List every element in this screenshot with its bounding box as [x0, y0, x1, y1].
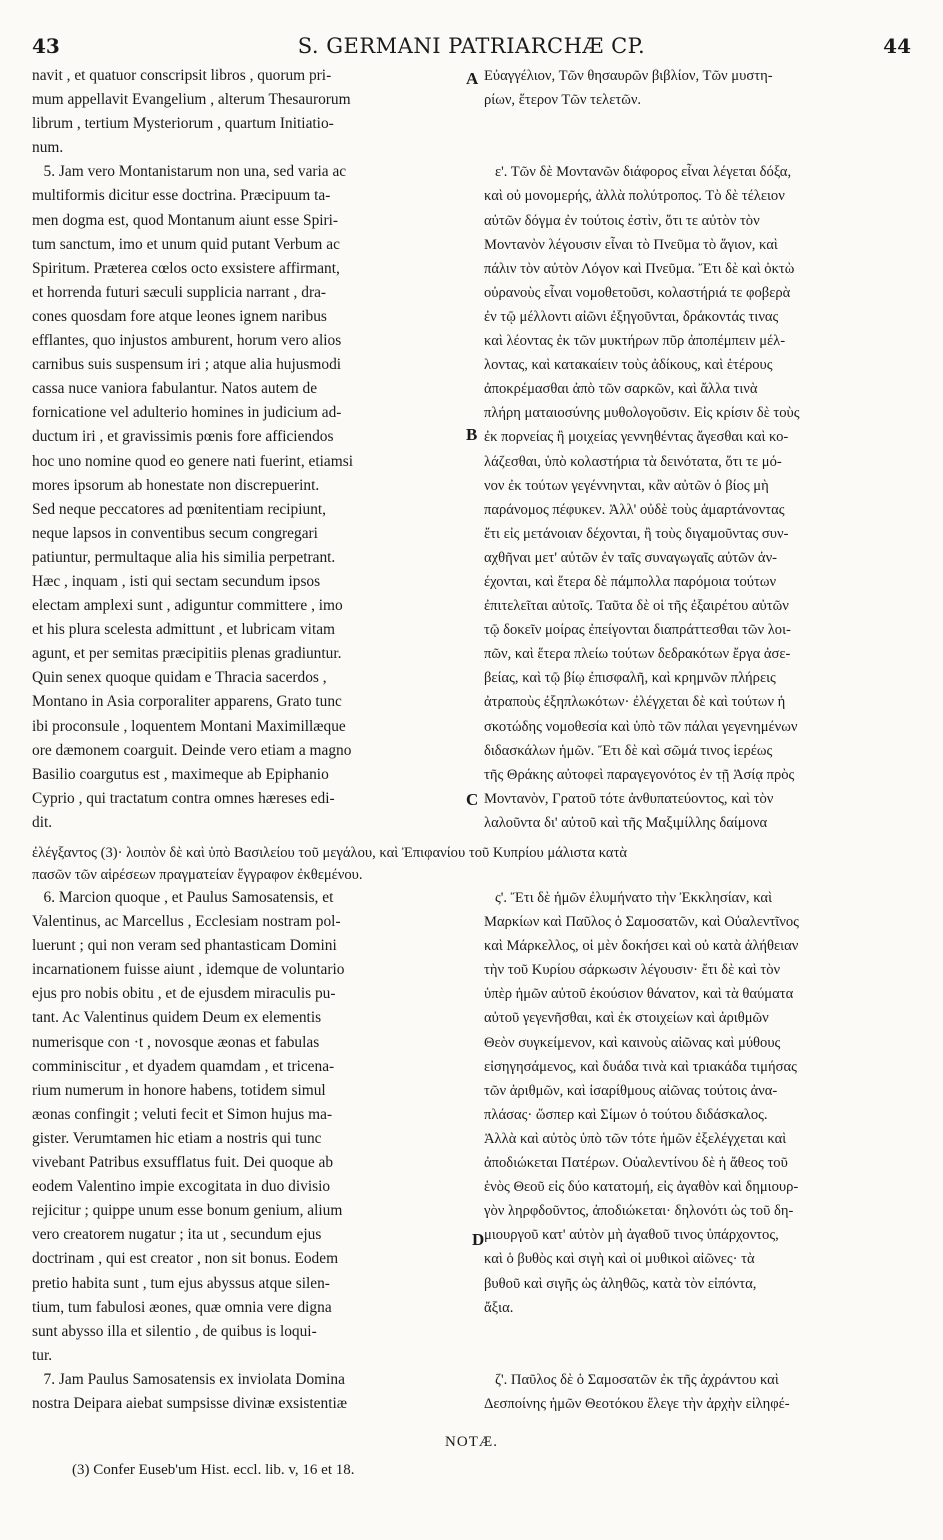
text-line: ἀποδιώκεται Πατέρων. Οὐαλεντίνου δὲ ἡ ἄθεος τοῦ: [484, 1155, 788, 1172]
text-line: τὴν τοῦ Κυρίου σάρκωσιν λέγουσιν· ἔτι δὲ καὶ τὸν: [484, 962, 781, 979]
page-number-right: 44: [883, 34, 911, 58]
text-line: γὸν ληρφδοῦντος, ἀποδιώκεται· δηλονότι ὡς τοῦ δη-: [484, 1203, 794, 1220]
greek-column-top: [484, 64, 912, 835]
text-line: καὶ ὁ βυθὸς καὶ σιγὴ καὶ οἱ μυθικοὶ αἰῶνες· τὰ: [484, 1251, 755, 1268]
text-line: electam amplexi sunt , adiguntur committere , imo: [32, 597, 343, 615]
text-line: 6. Marcion quoque , et Paulus Samosatensis, et: [32, 889, 334, 906]
text-line: ε'. Τῶν δὲ Μοντανῶν διάφορος εἶναι λέγεται δόξα,: [484, 164, 792, 181]
text-line: ibi proconsule , loquentem Montani Maximillæque: [32, 717, 346, 735]
text-line: ἄξια.: [484, 1299, 514, 1316]
text-line: Εὐαγγέλιον, Τῶν θησαυρῶν βιβλίον, Τῶν μυστη-: [484, 68, 773, 84]
greek-full-width: [32, 842, 912, 886]
text-line: numerisque con ·t , novosque æonas et fabulas: [32, 1033, 320, 1051]
text-line: rium numerum in honore habens, totidem simul: [32, 1081, 326, 1099]
section-marker-c: C: [466, 790, 479, 809]
text-line: Valentinus, ac Marcellus , Ecclesiam nostram pol-: [32, 913, 341, 931]
text-line: εἰσηγησάμενος, καὶ δυάδα τινὰ καὶ τριακάδα τιμήσας: [484, 1058, 797, 1075]
text-line: ἐπιτελεῖται αὐτοῖς. Ταῦτα δὲ οἱ τῆς ἐξαιρέτου αὐτῶν: [484, 598, 789, 615]
text-line: αχθῆναι μετ' αὐτῶν ἐν ταῖς συναγωγαῖς αὐτῶν ἀν-: [484, 549, 778, 566]
text-line: pretio habita sunt , tum ejus abyssus atque silen-: [32, 1274, 330, 1292]
page-number-left: 43: [32, 34, 60, 58]
text-line: οὐρανοὺς εἶναι νομοθετοῦσι, κολαστήριά τε φοβερὰ: [484, 284, 791, 301]
notes-heading: NOTÆ.: [445, 1434, 498, 1450]
text-line: comminiscitur , et dyadem quamdam , et tricena-: [32, 1057, 335, 1075]
text-line: Basilio coargutus est , maximeque ab Epiphanio: [32, 765, 329, 783]
text-line: gister. Verumtamen hic etiam a nostris qui tunc: [32, 1129, 322, 1147]
text-line: navit , et quatuor conscripsit libros , quorum pri-: [32, 67, 332, 84]
latin-column-top: [32, 64, 462, 835]
text-line: doctrinam , qui est creator , non sit bonus. Eodem: [32, 1250, 339, 1268]
text-line: ἔτι εἰς μετάνοιαν δέχονται, ἢ τοὺς διγαμοῦντας συν-: [484, 525, 789, 542]
text-line: καὶ Μάρκελλος, οἱ μὲν δοκήσει καὶ οὐ κατὰ ἀλήθειαν: [484, 938, 799, 955]
text-line: Θεὸν συγκείμενον, καὶ καινοὺς αἰῶνας καὶ μύθους: [484, 1034, 781, 1051]
text-line: vivebant Patribus exsufflatus fuit. Dei quoque ab: [32, 1154, 334, 1172]
text-line: βυθοῦ καὶ σιγῆς ὡς ἀληθῶς, κατὰ τὸν εἰπόντα,: [484, 1275, 757, 1292]
text-line: ore dæmonem coarguit. Deinde vero etiam a magno: [32, 741, 352, 759]
text-line: incarnationem fuisse aiunt , idemque de voluntario: [32, 961, 345, 979]
text-line: agunt, et per semitas præcipitiis plenas gradiuntur.: [32, 645, 342, 663]
text-line: αὐτῶν δόγμα ἐν τούτοις ἐστὶν, ὅτι τε αὐτὸν τὸν: [484, 212, 760, 229]
text-line: et horrenda futuri sæculi supplicia narrant , dra-: [32, 283, 327, 301]
text-line: nostra Deipara aiebat sumpsisse divinæ exsistentiæ: [32, 1394, 348, 1412]
text-line: ρίων, ἕτερον Τῶν τελετῶν.: [484, 92, 642, 109]
text-line: efflantes, quo injustos amburent, horum vero alios: [32, 332, 342, 350]
section-marker-b: B: [466, 425, 478, 444]
text-line: Ἀλλὰ καὶ αὐτὸς ὑπὸ τῶν τότε ἡμῶν ἐξελέγχεται καὶ: [484, 1130, 787, 1147]
text-line: ς'. Ἔτι δὲ ἡμῶν ἐλυμήνατο τὴν Ἐκκλησίαν, καὶ: [484, 890, 773, 906]
text-line: hoc uno nomine quod eo genere nati fuerint, etiamsi: [32, 452, 353, 470]
text-line: καὶ λέοντας ἐκ τῶν μυκτήρων πῦρ ἀποπέμπειν μέλ-: [484, 333, 786, 350]
text-line: fornicatione vel adulterio homines in judicium ad-: [32, 404, 342, 422]
text-line: ἀτραποὺς ἐξηπλωκότων· ἐλέγχεται δὲ καὶ τούτων ἡ: [484, 694, 786, 711]
text-line: eodem Valentino impie excogitata in duo divisio: [32, 1178, 331, 1196]
text-line: ὑπὲρ ἡμῶν αὐτοῦ ἑκούσιον θάνατον, καὶ τὰ θαύματα: [484, 986, 794, 1003]
text-line: tium, tum fabulosi æones, quæ omnia vere digna: [32, 1298, 332, 1316]
text-line: num.: [32, 139, 64, 157]
text-line: Spiritum. Præterea cœlos octo exsistere affirmant,: [32, 259, 340, 277]
text-line: ἐκ πορνείας ἢ μοιχείας γεννηθέντας ἄγεσθαι καὶ κο-: [484, 429, 789, 446]
text-line: æonas confingit ; veluti fecit et Simon hujus ma-: [32, 1105, 333, 1123]
text-line: mum appellavit Evangelium , alterum Thesaurorum: [32, 91, 351, 109]
text-line: men dogma est, quod Montanum aiunt esse Spiri-: [32, 211, 339, 229]
text-line: cassa nuce vaniora fabulantur. Natos autem de: [32, 380, 318, 398]
text-line: cones quosdam fore atque leones ignem naribus: [32, 307, 327, 325]
text-line: ejus pro nobis obitu , et de ejusdem miraculis pu-: [32, 985, 336, 1003]
text-line: Δεσποίνης ἡμῶν Θεοτόκου ἔλεγε τὴν ἀρχὴν εἰληφέ-: [484, 1395, 790, 1412]
text-line: patiuntur, permultaque alia his similia perpetrant.: [32, 548, 336, 566]
text-line: Cyprio , qui tractatum contra omnes hæreses edi-: [32, 789, 335, 807]
text-line: λαλοῦντα δι' αὐτοῦ καὶ τῆς Μαξιμίλλης δαίμονα: [484, 814, 768, 831]
text-line: νον ἐκ τούτων γεγέννηνται, κἂν αὐτῶν ὁ βίος μὴ: [484, 477, 769, 494]
text-line: tant. Ac Valentinus quidem Deum ex elementis: [32, 1009, 322, 1027]
running-header: [32, 34, 911, 62]
section-marker-a: A: [466, 69, 479, 88]
text-line: 7. Jam Paulus Samosatensis ex inviolata Domina: [32, 1370, 345, 1388]
text-line: luerunt ; qui non veram sed phantasticam Domini: [32, 937, 337, 955]
text-line: πάλιν τὸν αὐτὸν Λόγον καὶ Πνεῦμα. Ἔτι δὲ καὶ ὀκτὼ: [484, 260, 795, 277]
text-line: πασῶν τῶν αἱρέσεων πραγματείαν ἔγγραφον ἐκθεμένου.: [32, 867, 363, 883]
text-line: [484, 1344, 912, 1368]
text-line: multiformis dicitur esse doctrina. Præcipuum ta-: [32, 187, 331, 205]
text-line: διδασκάλων ἡμῶν. Ἔτι δὲ καὶ σῶμά τινος ἱερέως: [484, 742, 773, 759]
text-line: παράνομος πέφυκεν. Ἀλλ' οὐδὲ τοὺς ἁμαρτάνοντας: [484, 501, 785, 518]
text-line: έχονται, καὶ ἕτερα δὲ πάμπολλα παρόμοια τούτων: [484, 573, 777, 590]
text-line: αὐτοῦ γεγενῆσθαι, καὶ ἐκ στοιχείων καὶ ἀριθμῶν: [484, 1010, 769, 1027]
text-line: τῶν ἀριθμῶν, καὶ ἰσαρίθμους αἰῶνας τούτοις ἀνα-: [484, 1082, 778, 1099]
text-line: καὶ οὐ μονομερής, ἀλλὰ πολύτροπος. Τὸ δὲ τέλειον: [484, 188, 785, 205]
text-line: ἐλέγξαντος (3)· λοιπὸν δὲ καὶ ὑπὸ Βασιλείου τοῦ μεγάλου, καὶ Ἐπιφανίου τοῦ Κυπρίου μάλιστα κατὰ: [32, 845, 628, 861]
text-line: Montano in Asia corporaliter apparens, Grato tunc: [32, 693, 342, 711]
text-line: [484, 1320, 912, 1344]
footnote: (3) Confer Euseb'um Hist. eccl. lib. v, 16 et 18.: [72, 1462, 355, 1478]
text-line: Μαρκίων καὶ Παῦλος ὁ Σαμοσατῶν, καὶ Οὐαλεντῖνος: [484, 914, 799, 931]
text-line: Μοντανὸν, Γρατοῦ τότε ἀνθυπατεύοντος, καὶ τὸν: [484, 790, 774, 807]
text-line: πῶν, καὶ ἕτερα πλείω τούτων δεδρακότων ἔργα ἀσε-: [484, 646, 791, 663]
text-line: βείας, καὶ τῷ βίῳ ἐπισφαλῆ, καὶ κρημνῶν πλήρεις: [484, 670, 776, 687]
text-line: vero creatorem nugatur ; ita ut , secundum ejus: [32, 1226, 322, 1244]
text-line: μιουργοῦ κατ' αὐτὸν μὴ ἀγαθοῦ τινος ὑπάρχοντος,: [484, 1227, 779, 1244]
text-line: ἀποκρέμασθαι ἀπὸ τῶν σαρκῶν, καὶ ἄλλα τινὰ: [484, 381, 758, 398]
text-line: et his plura scelesta admittunt , et lubricam vitam: [32, 621, 336, 639]
text-line: [484, 136, 912, 160]
text-line: [484, 112, 912, 136]
text-line: Hæc , inquam , isti qui sectam secundum ipsos: [32, 572, 321, 590]
text-line: mores ipsorum ab honestate non discrepuerint.: [32, 476, 320, 494]
text-line: Μοντανὸν λέγουσιν εἶναι τὸ Πνεῦμα τὸ ἅγιον, καὶ: [484, 236, 778, 253]
text-line: carnibus suis suspensum iri ; atque alia hujusmodi: [32, 356, 342, 374]
text-line: librum , tertium Mysteriorum , quartum Initiatio-: [32, 115, 334, 133]
text-line: ἐν τῷ μέλλοντι αἰῶνι ἐξηγοῦνται, δράκοντάς τινας: [484, 308, 779, 325]
text-line: 5. Jam vero Montanistarum non una, sed varia ac: [32, 163, 347, 181]
text-line: τῆς Θράκης αὐτοφεὶ παραγεγονότος ἐν τῇ Ἀσίᾳ πρὸς: [484, 766, 795, 783]
text-line: ζ'. Παῦλος δὲ ὁ Σαμοσατῶν ἐκ τῆς ἀχράντου καὶ: [484, 1371, 779, 1388]
latin-column-bottom: [32, 886, 462, 1416]
text-line: πλάσας· ὥσπερ καὶ Σίμων ὁ τούτου διδάσκαλος.: [484, 1106, 768, 1123]
section-marker-d: D: [472, 1230, 485, 1249]
text-line: dit.: [32, 813, 53, 831]
text-line: σκοτώδης νομοθεσία καὶ ὑπὸ τῶν πάλαι γεγενημένων: [484, 718, 798, 735]
text-line: λάζεσθαι, ὑπὸ κολαστήρια τὰ δεινότατα, ὅτι τε μό-: [484, 453, 782, 470]
text-line: ductum iri , et gravissimis pœnis fore afficiendos: [32, 428, 334, 446]
text-line: tur.: [32, 1346, 53, 1364]
text-line: tum sanctum, imo et unum quid putant Verbum ac: [32, 235, 340, 253]
text-line: ἑνὸς Θεοῦ εἰς δύο κατατομή, εἰς ἀγαθὸν καὶ δημιουρ-: [484, 1179, 799, 1196]
text-line: Sed neque peccatores ad pœnitentiam recipiunt,: [32, 500, 327, 518]
greek-column-bottom: [484, 886, 912, 1416]
text-line: Quin senex quoque quidam e Thracia sacerdos ,: [32, 669, 327, 687]
text-line: rejicitur ; quippe unum esse bonum genium, alium: [32, 1202, 343, 1220]
text-line: λοντας, καὶ κατακαίειν τοὺς ἀδίκους, καὶ ἑτέρους: [484, 357, 773, 374]
text-line: neque lapsos in conventibus secum congregari: [32, 524, 318, 542]
text-line: sunt abysso illa et silentio , de quibus is loqui-: [32, 1322, 317, 1340]
running-title: S. GERMANI PATRIARCHÆ CP.: [297, 34, 646, 58]
text-line: τῷ δοκεῖν μοίρας ἐπείγονται διαπράττεσθαι τῶν λοι-: [484, 622, 791, 639]
text-line: πλήρη ματαιοσύνης μυθολογοῦσιν. Εἰς κρίσιν δὲ τοὺς: [484, 405, 800, 422]
